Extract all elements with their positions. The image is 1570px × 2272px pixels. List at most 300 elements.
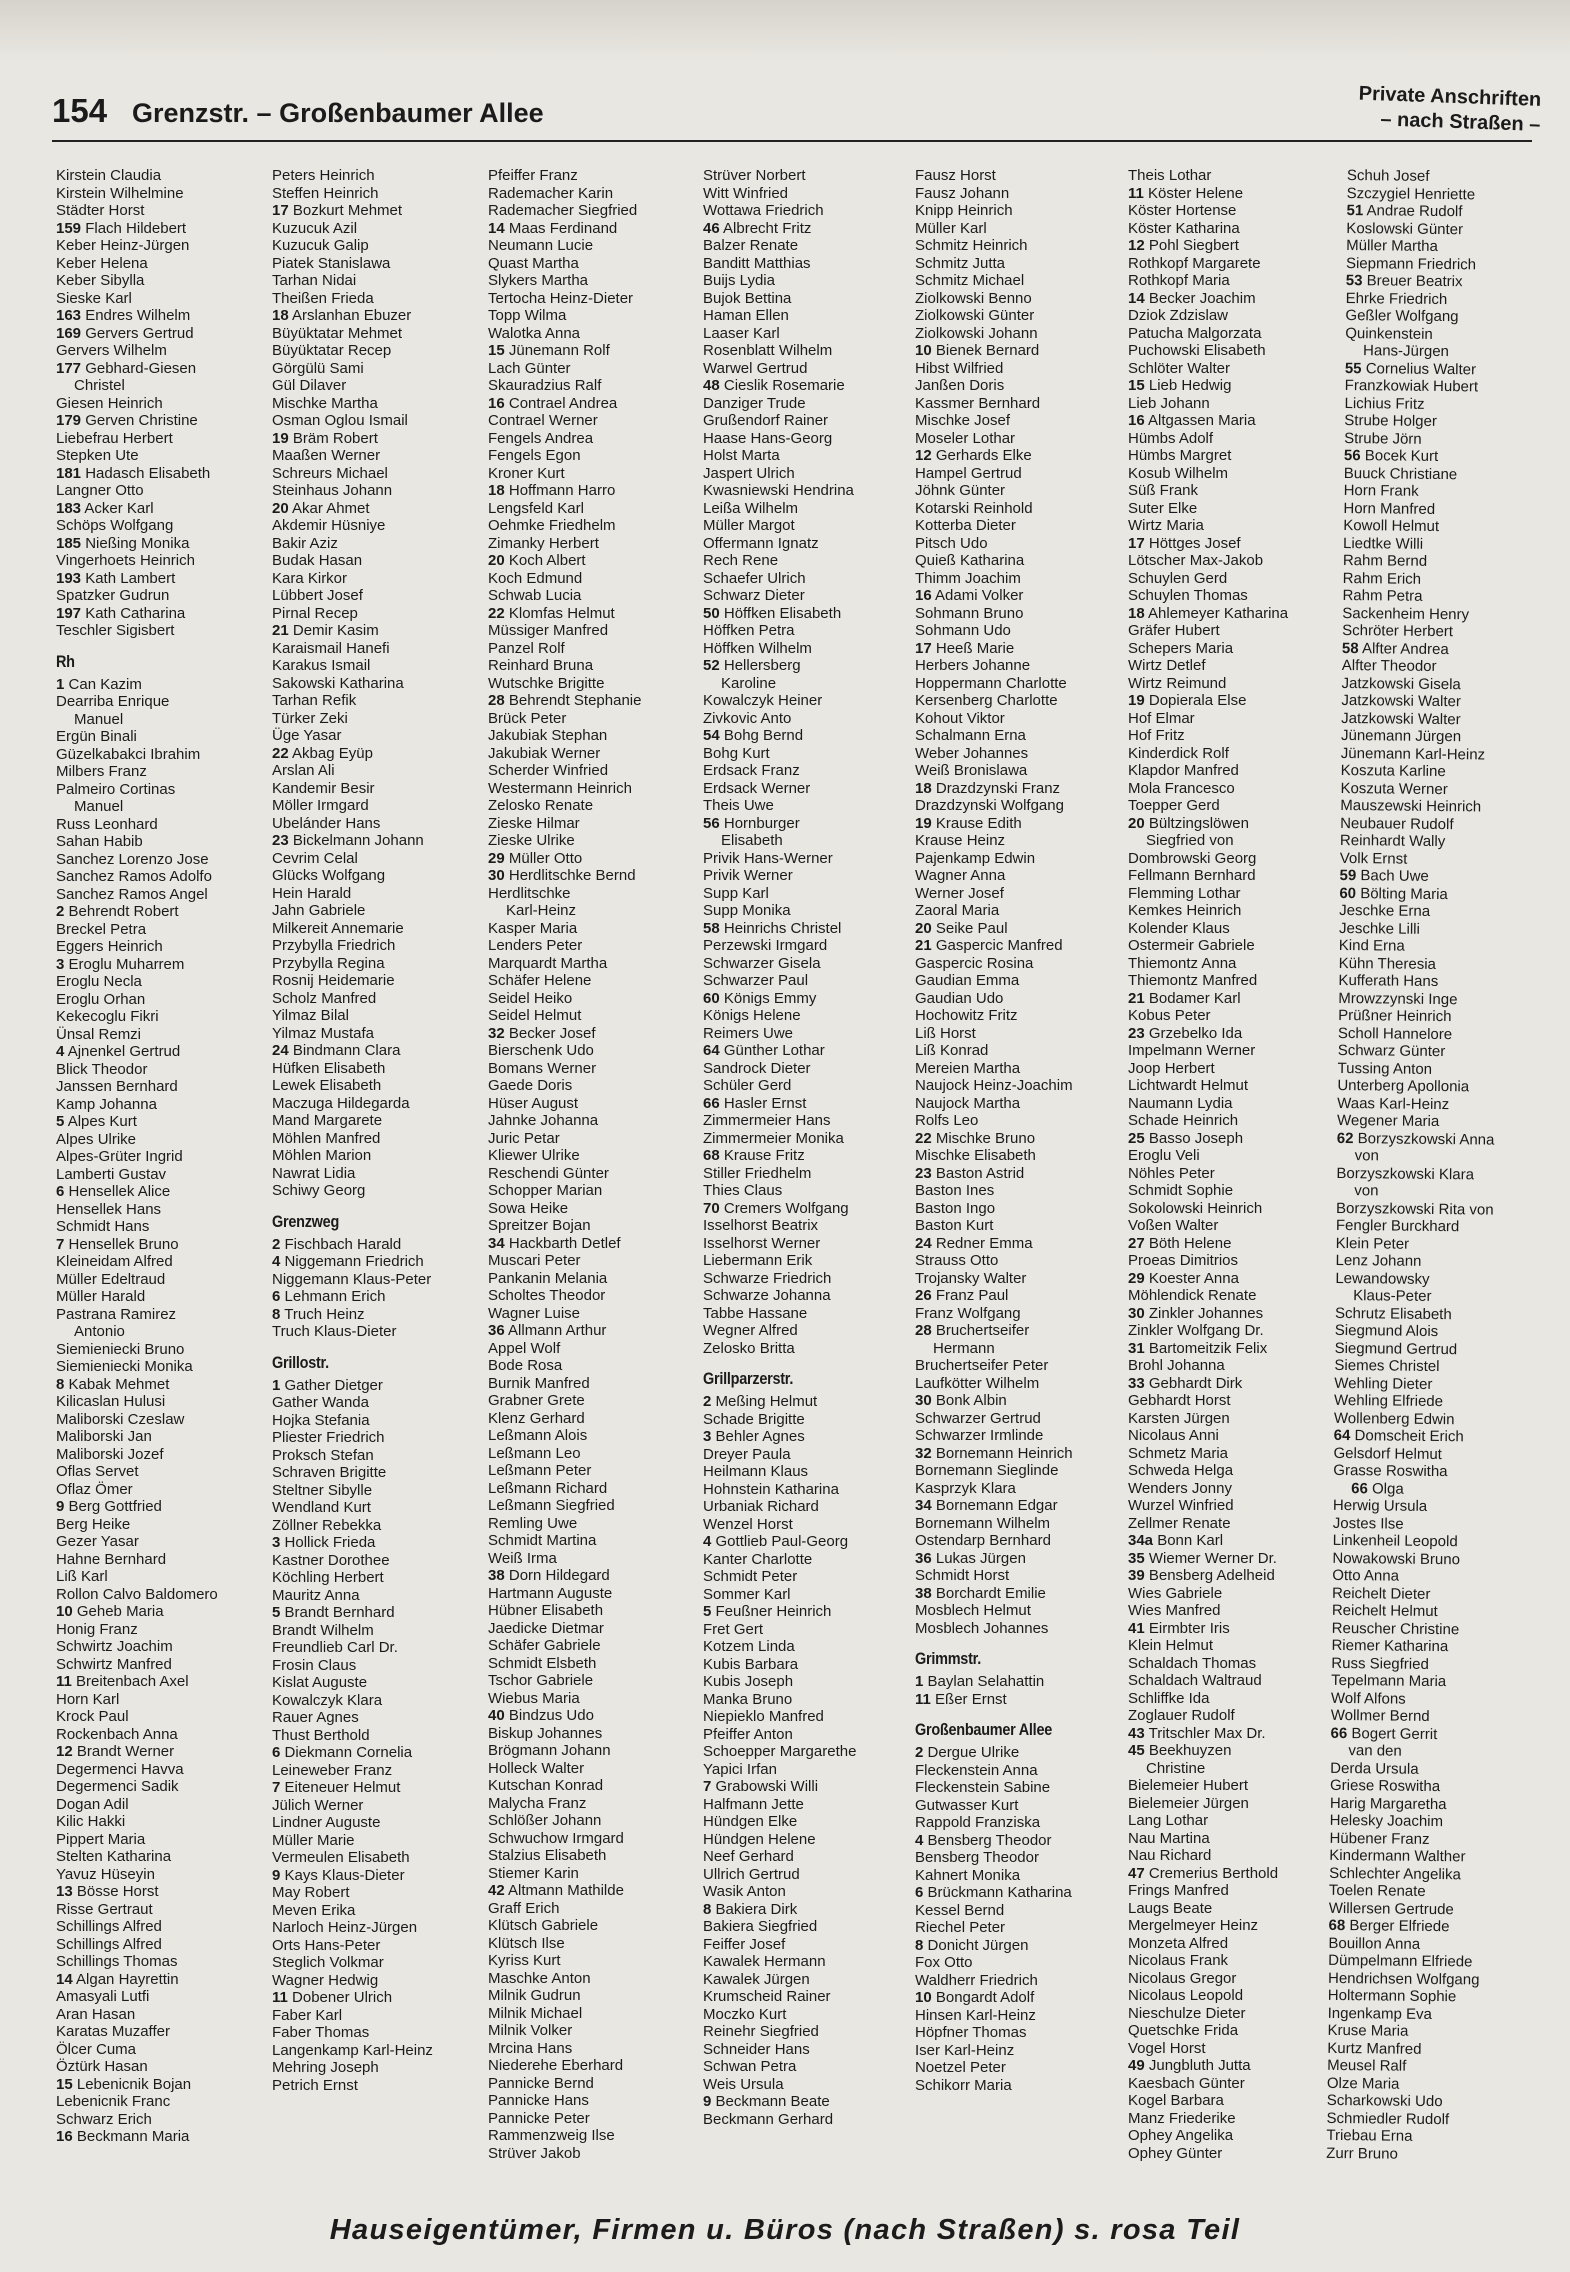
resident-entry	[1128, 1672, 1340, 1690]
resident-name: Gaede Doris	[488, 1077, 573, 1094]
resident-entry	[703, 1953, 915, 1971]
resident-name: Nießing Monika	[85, 534, 190, 552]
resident-name: Hackbarth Detlef	[508, 1234, 621, 1252]
resident-entry	[915, 500, 1127, 518]
resident-name: Siegmund Alois	[1334, 1321, 1439, 1341]
resident-name: Bruchertseifer	[935, 1322, 1030, 1339]
resident-name: Gaudian Emma	[915, 972, 1020, 989]
resident-entry	[272, 360, 484, 378]
resident-entry	[56, 1376, 268, 1394]
resident-entry	[488, 1130, 700, 1148]
resident-entry	[1128, 1042, 1340, 1060]
house-number: 36	[488, 1322, 505, 1339]
resident-name: Frings Manfred	[1128, 1882, 1229, 1899]
resident-entry	[703, 1586, 915, 1604]
resident-name: Schwarzer Paul	[703, 972, 809, 989]
resident-name: Liß Karl	[56, 1568, 108, 1585]
resident-name: Klaus-Peter	[1353, 1287, 1432, 1305]
resident-name: Naumann Lydia	[1128, 1094, 1233, 1112]
resident-entry	[703, 1235, 915, 1253]
resident-name: Hellersberg	[723, 657, 801, 674]
resident-entry	[56, 903, 268, 921]
resident-name: Sakowski Katharina	[272, 674, 404, 692]
resident-name: Narloch Heinz-Jürgen	[272, 1919, 418, 1936]
house-number: 21	[1128, 989, 1145, 1007]
resident-entry	[1332, 1602, 1544, 1622]
resident-name: Wasik Anton	[703, 1883, 786, 1900]
resident-name: Strube Jörn	[1344, 429, 1422, 448]
resident-entry	[272, 1604, 484, 1622]
resident-entry	[272, 1692, 484, 1710]
resident-name: Mauszewski Heinrich	[1340, 796, 1482, 816]
resident-name: Schaldach Thomas	[1128, 1654, 1257, 1672]
resident-name: Mereien Martha	[915, 1059, 1021, 1077]
resident-name: Osman Oglou Ismail	[272, 412, 408, 429]
resident-name: Kislat Auguste	[272, 1674, 368, 1691]
resident-entry	[703, 342, 915, 360]
resident-entry	[703, 850, 915, 868]
resident-name: Schwarzer Irmlinde	[915, 1427, 1044, 1444]
resident-name: Bartomeitzik Felix	[1148, 1339, 1268, 1357]
resident-entry	[1128, 1095, 1340, 1113]
house-number: 49	[1128, 2057, 1145, 2074]
resident-entry	[272, 1954, 484, 1972]
resident-entry	[272, 1147, 484, 1165]
resident-name: Pannicke Hans	[488, 2092, 589, 2109]
house-number: 20	[272, 499, 289, 517]
directory-column-3	[488, 167, 700, 2162]
resident-entry	[488, 1322, 700, 1340]
resident-name: Nöhles Peter	[1128, 1164, 1215, 1182]
resident-name: Thust Berthold	[272, 1726, 370, 1744]
resident-entry	[56, 1236, 268, 1254]
resident-name: Horn Frank	[1343, 481, 1419, 500]
resident-entry	[915, 1797, 1127, 1815]
house-number: 60	[1339, 884, 1357, 902]
resident-name: Süß Frank	[1128, 482, 1199, 499]
resident-entry	[56, 1166, 268, 1184]
resident-name: Milkereit Annemarie	[272, 919, 404, 937]
resident-name: Offermann Ignatz	[703, 534, 819, 552]
resident-name: Möhlen Manfred	[272, 1129, 381, 1147]
resident-entry	[915, 710, 1127, 728]
resident-name: Rothkopf Margarete	[1128, 254, 1261, 272]
house-number: 10	[915, 342, 932, 359]
resident-name: Beckmann Maria	[76, 2128, 190, 2145]
resident-name: Alpes Kurt	[67, 1113, 137, 1130]
resident-name: Schmidt Elsbeth	[488, 1654, 597, 1672]
entry-continuation	[488, 902, 700, 920]
resident-entry	[488, 395, 700, 413]
resident-name: Haman Ellen	[703, 307, 789, 324]
resident-entry	[703, 1743, 915, 1761]
resident-name: Flach Hildebert	[85, 219, 187, 237]
resident-name: Eroglu Orhan	[56, 990, 146, 1008]
resident-entry	[915, 430, 1127, 448]
resident-name: Zurr Bruno	[1326, 2144, 1398, 2163]
resident-entry	[915, 955, 1127, 973]
resident-name: Karl-Heinz	[506, 902, 577, 919]
resident-name: Rolfs Leo	[915, 1112, 979, 1129]
resident-name: Gezer Yasar	[56, 1533, 139, 1550]
resident-entry	[1347, 167, 1559, 187]
resident-entry	[1128, 605, 1340, 623]
resident-name: Yavuz Hüseyin	[56, 1865, 155, 1883]
resident-entry	[1128, 1707, 1340, 1725]
resident-entry	[56, 886, 268, 904]
resident-entry	[915, 1060, 1127, 1078]
resident-name: Vingerhoets Heinrich	[56, 552, 195, 569]
resident-name: Zelosko Britta	[703, 1339, 795, 1357]
resident-entry	[1332, 1567, 1544, 1587]
resident-entry	[56, 2111, 268, 2129]
resident-name: Jostes Ilse	[1332, 1514, 1404, 1533]
resident-name: Bakiera Siegfried	[703, 1918, 818, 1935]
resident-entry	[56, 693, 268, 711]
resident-entry	[56, 360, 268, 378]
resident-name: Spatzker Gudrun	[56, 587, 170, 604]
resident-name: Jatzkowski Walter	[1341, 691, 1461, 711]
resident-entry	[272, 1972, 484, 1990]
resident-name: Zöllner Rebekka	[272, 1516, 382, 1534]
resident-name: Nau Martina	[1128, 1829, 1210, 1847]
resident-name: Riemer Katharina	[1331, 1636, 1449, 1656]
resident-entry	[915, 832, 1127, 850]
resident-name: Mosblech Helmut	[915, 1602, 1031, 1619]
resident-name: Tertocha Heinz-Dieter	[488, 289, 634, 307]
resident-name: Rahm Bernd	[1342, 551, 1428, 570]
resident-name: Oflaz Ömer	[56, 1480, 133, 1498]
resident-entry	[1128, 430, 1340, 448]
resident-name: Marquardt Martha	[488, 954, 608, 972]
resident-entry	[272, 1849, 484, 1867]
resident-name: Brandt Werner	[76, 1743, 175, 1760]
resident-name: Kolender Klaus	[1128, 919, 1230, 937]
resident-name: Kindermann Walther	[1329, 1846, 1466, 1866]
resident-entry	[1128, 1725, 1340, 1743]
resident-name: Amasyali Lutfi	[56, 1988, 150, 2005]
resident-entry	[488, 990, 700, 1008]
resident-name: Baston Ingo	[915, 1199, 996, 1217]
resident-name: Kutschan Konrad	[488, 1777, 604, 1794]
resident-name: Theis Uwe	[703, 797, 774, 814]
resident-entry	[1128, 1305, 1340, 1323]
resident-entry	[703, 1463, 915, 1481]
resident-name: Perzewski Irmgard	[703, 937, 828, 954]
resident-entry	[1128, 640, 1340, 658]
house-number: 53	[1345, 271, 1363, 290]
resident-name: Toepper Gerd	[1128, 797, 1220, 814]
resident-name: Wehling Dieter	[1334, 1374, 1433, 1393]
house-number: 1	[272, 1376, 281, 1394]
resident-name: Erdsack Werner	[703, 779, 811, 797]
resident-name: Haase Hans-Georg	[703, 429, 833, 447]
resident-entry	[703, 1007, 915, 1025]
resident-entry	[1128, 2092, 1340, 2110]
resident-name: Müller Edeltraud	[56, 1270, 166, 1288]
resident-entry	[56, 465, 268, 483]
resident-name: Koch Albert	[508, 552, 586, 569]
entry-continuation	[56, 1323, 268, 1341]
entry-continuation	[1330, 1742, 1542, 1762]
resident-name: Koch Edmund	[488, 569, 583, 587]
resident-name: Brohl Johanna	[1128, 1357, 1225, 1374]
resident-name: Lehmann Erich	[284, 1288, 386, 1305]
resident-name: Cremerius Berthold	[1148, 1864, 1279, 1882]
resident-name: Dobener Ulrich	[292, 1989, 393, 2006]
house-number: 18	[1128, 604, 1145, 622]
resident-entry	[1128, 850, 1340, 868]
resident-name: Jaedicke Dietmar	[488, 1619, 604, 1637]
house-number: 12	[915, 447, 932, 464]
resident-name: Moseler Lothar	[915, 429, 1016, 447]
house-number: 58	[703, 919, 720, 937]
resident-name: Privik Werner	[703, 867, 793, 884]
resident-entry	[915, 535, 1127, 553]
resident-entry	[272, 1814, 484, 1832]
house-number: 19	[1128, 692, 1145, 709]
resident-entry	[1128, 1847, 1340, 1865]
resident-entry	[272, 412, 484, 430]
resident-name: Klütsch Ilse	[488, 1934, 565, 1952]
resident-name: Zinkler Johannes	[1148, 1304, 1264, 1322]
resident-entry	[1343, 552, 1555, 572]
resident-entry	[56, 833, 268, 851]
resident-name: Strüver Jakob	[488, 2144, 581, 2162]
resident-name: Brückmann Katharina	[927, 1884, 1072, 1901]
resident-entry	[56, 1918, 268, 1936]
resident-entry	[915, 1095, 1127, 1113]
resident-name: Joop Herbert	[1128, 1059, 1215, 1077]
resident-entry	[488, 2022, 700, 2040]
resident-entry	[703, 990, 915, 1008]
resident-entry	[272, 1236, 484, 1254]
resident-entry	[703, 255, 915, 273]
resident-name: Lewandowsky	[1335, 1269, 1430, 1288]
resident-entry	[272, 1569, 484, 1587]
resident-entry	[488, 815, 700, 833]
resident-entry	[703, 1411, 915, 1429]
house-number: 45	[1128, 1742, 1145, 1759]
resident-entry	[703, 1095, 915, 1113]
resident-entry	[915, 1077, 1127, 1095]
resident-name: Pastrana Ramirez	[56, 1305, 177, 1323]
resident-name: Contrael Andrea	[508, 394, 618, 412]
resident-entry	[1128, 2022, 1340, 2040]
resident-name: Altmann Mathilde	[508, 1882, 624, 1899]
resident-entry	[272, 167, 484, 185]
resident-entry	[272, 692, 484, 710]
resident-name: Beckmann Beate	[715, 2093, 830, 2110]
resident-entry	[56, 500, 268, 518]
resident-entry	[1344, 429, 1556, 449]
resident-entry	[488, 1620, 700, 1638]
resident-name: Schmidt Peter	[703, 1568, 798, 1585]
resident-name: Gervers Wilhelm	[56, 342, 167, 359]
house-number: 21	[272, 622, 289, 639]
resident-name: Milbers Franz	[56, 763, 147, 780]
resident-entry	[915, 1762, 1127, 1780]
resident-entry	[703, 1813, 915, 1831]
resident-entry	[915, 1252, 1127, 1270]
resident-entry	[56, 1726, 268, 1744]
resident-entry	[1128, 325, 1340, 343]
resident-entry	[56, 1638, 268, 1656]
resident-name: Kahnert Monika	[915, 1866, 1021, 1884]
resident-name: Russ Leonhard	[56, 815, 158, 833]
resident-entry	[272, 2024, 484, 2042]
resident-entry	[1128, 867, 1340, 885]
resident-entry	[488, 692, 700, 710]
resident-entry	[703, 202, 915, 220]
resident-entry	[488, 745, 700, 763]
resident-name: Breuer Beatrix	[1366, 272, 1463, 291]
resident-name: Quinkenstein	[1345, 324, 1433, 343]
resident-entry	[703, 1691, 915, 1709]
resident-entry	[272, 1182, 484, 1200]
resident-name: Schwan Petra	[703, 2058, 797, 2075]
house-number: 22	[915, 1129, 932, 1147]
resident-name: Leßmann Alois	[488, 1427, 588, 1444]
house-number: 4	[56, 1043, 65, 1060]
resident-name: Wies Manfred	[1128, 1602, 1221, 1619]
resident-name: Grabowski Willi	[715, 1778, 819, 1795]
resident-name: Becker Josef	[508, 1024, 596, 1042]
resident-entry	[1128, 955, 1340, 973]
resident-entry	[488, 1830, 700, 1848]
resident-name: Üge Yasar	[272, 727, 342, 744]
resident-name: Schalmann Erna	[915, 727, 1026, 744]
resident-name: Moczko Kurt	[703, 2005, 787, 2023]
resident-entry	[488, 307, 700, 325]
house-number: 36	[915, 1549, 932, 1567]
resident-entry	[488, 517, 700, 535]
resident-name: Maschke Anton	[488, 1969, 591, 1987]
resident-entry	[488, 1585, 700, 1603]
resident-name: Lukas Jürgen	[935, 1549, 1026, 1567]
resident-name: Naujock Heinz-Joachim	[915, 1077, 1073, 1094]
resident-entry	[703, 1936, 915, 1954]
resident-entry	[1128, 727, 1340, 745]
resident-name: Grzebelko Ida	[1148, 1024, 1243, 1042]
resident-name: Kufferath Hans	[1338, 971, 1439, 990]
resident-entry	[488, 867, 700, 885]
resident-name: Mergelmeyer Heinz	[1128, 1917, 1259, 1934]
resident-entry	[56, 570, 268, 588]
resident-name: Sanchez Lorenzo Jose	[56, 850, 209, 868]
resident-name: Baylan Selahattin	[927, 1673, 1045, 1690]
resident-entry	[272, 342, 484, 360]
resident-name: Theißen Frieda	[272, 289, 374, 307]
resident-name: Brögmann Johann	[488, 1742, 611, 1759]
resident-entry	[915, 745, 1127, 763]
resident-entry	[703, 1446, 915, 1464]
resident-entry	[1328, 1987, 1540, 2007]
resident-entry	[1346, 219, 1558, 239]
resident-name: Kyriss Kurt	[488, 1952, 561, 1969]
resident-entry	[1128, 675, 1340, 693]
resident-name: Lieb Hedwig	[1148, 377, 1232, 394]
resident-name: Kowalczyk Heiner	[703, 692, 823, 709]
resident-entry	[1335, 1304, 1547, 1324]
resident-name: Lichtwardt Helmut	[1128, 1077, 1249, 1094]
resident-name: Elisabeth	[721, 832, 783, 849]
entry-continuation	[56, 798, 268, 816]
resident-name: Hündgen Elke	[703, 1813, 798, 1830]
resident-entry	[703, 1603, 915, 1621]
resident-name: Kubis Barbara	[703, 1655, 799, 1673]
resident-name: Lichius Fritz	[1344, 394, 1425, 413]
resident-name: Eroglu Muharrem	[68, 955, 185, 973]
resident-name: Antonio	[74, 1323, 125, 1340]
house-number: 15	[488, 342, 505, 359]
resident-name: Bozkurt Mehmet	[292, 202, 403, 219]
resident-entry	[915, 167, 1127, 185]
resident-entry	[488, 2127, 700, 2145]
resident-name: Akbag Eyüp	[292, 744, 373, 762]
resident-name: Schmitz Jutta	[915, 254, 1006, 272]
resident-entry	[488, 1550, 700, 1568]
resident-entry	[1339, 867, 1551, 887]
house-number: 10	[56, 1603, 73, 1620]
house-number: 8	[56, 1375, 65, 1393]
resident-entry	[272, 710, 484, 728]
resident-entry	[488, 1865, 700, 1883]
resident-entry	[488, 1112, 700, 1130]
resident-entry	[1344, 394, 1556, 414]
resident-name: Karakus Ismail	[272, 657, 371, 674]
house-number: 12	[1128, 237, 1145, 254]
resident-entry	[1128, 255, 1340, 273]
resident-entry	[488, 255, 700, 273]
resident-name: Isselhorst Beatrix	[703, 1217, 819, 1234]
resident-name: Suter Elke	[1128, 499, 1198, 517]
resident-name: Tritschler Max Dr.	[1148, 1724, 1266, 1742]
resident-name: Schlößer Johann	[488, 1812, 602, 1829]
resident-entry	[1344, 447, 1556, 467]
resident-name: Muscari Peter	[488, 1252, 581, 1269]
resident-name: Wiemer Werner Dr.	[1148, 1549, 1277, 1567]
resident-name: Danziger Trude	[703, 394, 806, 412]
resident-entry	[915, 342, 1127, 360]
resident-entry	[1347, 184, 1559, 204]
resident-entry	[488, 1725, 700, 1743]
resident-entry	[272, 745, 484, 763]
resident-entry	[56, 938, 268, 956]
house-number: 23	[1128, 1024, 1145, 1042]
resident-name: Ölcer Cuma	[56, 2040, 137, 2058]
resident-entry	[1128, 272, 1340, 290]
resident-name: Bornemann Sieglinde	[915, 1462, 1059, 1479]
resident-name: Weiß Bronislawa	[915, 762, 1028, 779]
resident-name: Schwarz Dieter	[703, 587, 805, 604]
resident-name: Feiffer Josef	[703, 1935, 786, 1953]
resident-name: Schillings Alfred	[56, 1935, 162, 1953]
resident-name: Eßer Ernst	[935, 1690, 1007, 1708]
resident-name: Wiebus Maria	[488, 1689, 580, 1707]
resident-entry	[56, 973, 268, 991]
resident-name: Bakiera Dirk	[715, 1900, 798, 1918]
resident-entry	[1344, 464, 1556, 484]
resident-entry	[915, 447, 1127, 465]
resident-name: Bienek Bernard	[935, 342, 1040, 359]
resident-name: Bornemann Edgar	[935, 1497, 1058, 1514]
resident-name: Bakir Aziz	[272, 534, 338, 552]
resident-name: Schillings Alfred	[56, 1918, 162, 1935]
resident-name: Allmann Arthur	[508, 1322, 607, 1339]
resident-name: Müller Harald	[56, 1288, 146, 1305]
resident-entry	[488, 1812, 700, 1830]
